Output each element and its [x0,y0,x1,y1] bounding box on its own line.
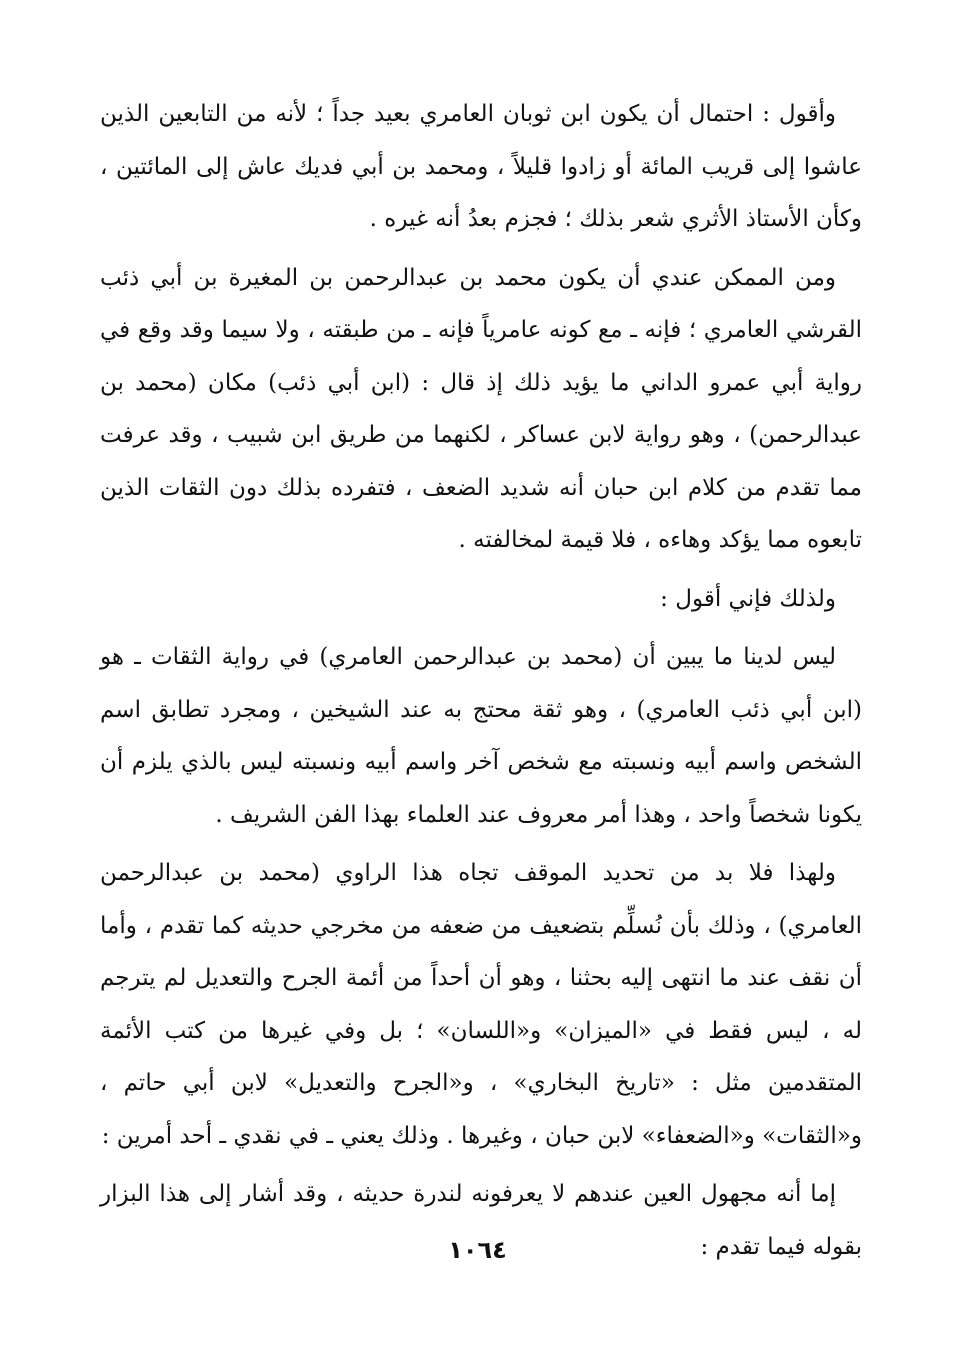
paragraph-6: إما أنه مجهول العين عندهم لا يعرفونه لندرة حديثه ، وقد أشار إلى هذا البزار بقوله فيما تقدم : [100,1181,862,1260]
page-number: ١٠٦٤ [448,1236,507,1264]
paragraph-1: وأقول : احتمال أن يكون ابن ثوبان العامري بعيد جداً ؛ لأنه من التابعين الذين عاشوا إلى قريب المائة أو زادوا قليلاً ، ومحمد بن أبي فديك عاش إلى المائتين ، وكأن الأستاذ الأثري شعر بذلك ؛ فجزم بعدُ أنه غيره . [100,101,862,232]
body-text [100,88,862,1279]
paragraph-2: ومن الممكن عندي أن يكون محمد بن عبدالرحمن بن المغيرة بن أبي ذئب القرشي العامري ؛ فإنه ـ مع كونه عامرياً فإنه ـ من طبقته ، ولا سيما وقد وقع في رواية أبي عمرو الداني ما يؤيد ذلك إذ قال : (ابن أبي ذئب) مكان (محمد بن عبدالرحمن) ، وهو رواية لابن عساكر ، لكنهما من طريق ابن شبيب ، وقد عرفت مما تقدم من كلام ابن حبان أنه شديد الضعف ، فتفرده بذلك دون الثقات الذين تابعوه مما يؤكد وهاءه ، فلا قيمة لمخالفته . [100,264,862,553]
paragraph-3: ولذلك فإني أقول : [660,585,836,612]
paragraph-5: ولهذا فلا بد من تحديد الموقف تجاه هذا الراوي (محمد بن عبدالرحمن العامري) ، وذلك بأن نُسلِّم بتضعيف من ضعفه من مخرجي حديثه كما تقدم ، وأما أن نقف عند ما انتهى إليه بحثنا ، وهو أن أحداً من أئمة الجرح والتعديل لم يترجم له ، ليس فقط في «الميزان» و«اللسان» ؛ بل وفي غيرها من كتب الأئمة المتقدمين مثل : «تاريخ البخاري» ، و«الجرح والتعديل» لابن أبي حاتم ، و«الثقات» و«الضعفاء» لابن حبان ، وغيرها . وذلك يعني ـ في نقدي ـ أحد أمرين : [100,860,862,1149]
paragraph-4: ليس لدينا ما يبين أن (محمد بن عبدالرحمن العامري) في رواية الثقات ـ هو (ابن أبي ذئب العامري) ، وهو ثقة محتج به عند الشيخين ، ومجرد تطابق اسم الشخص واسم أبيه ونسبته مع شخص آخر واسم أبيه ونسبته ليس بالذي يلزم أن يكونا شخصاً واحد ، وهذا أمر معروف عند العلماء بهذا الفن الشريف . [100,644,862,828]
